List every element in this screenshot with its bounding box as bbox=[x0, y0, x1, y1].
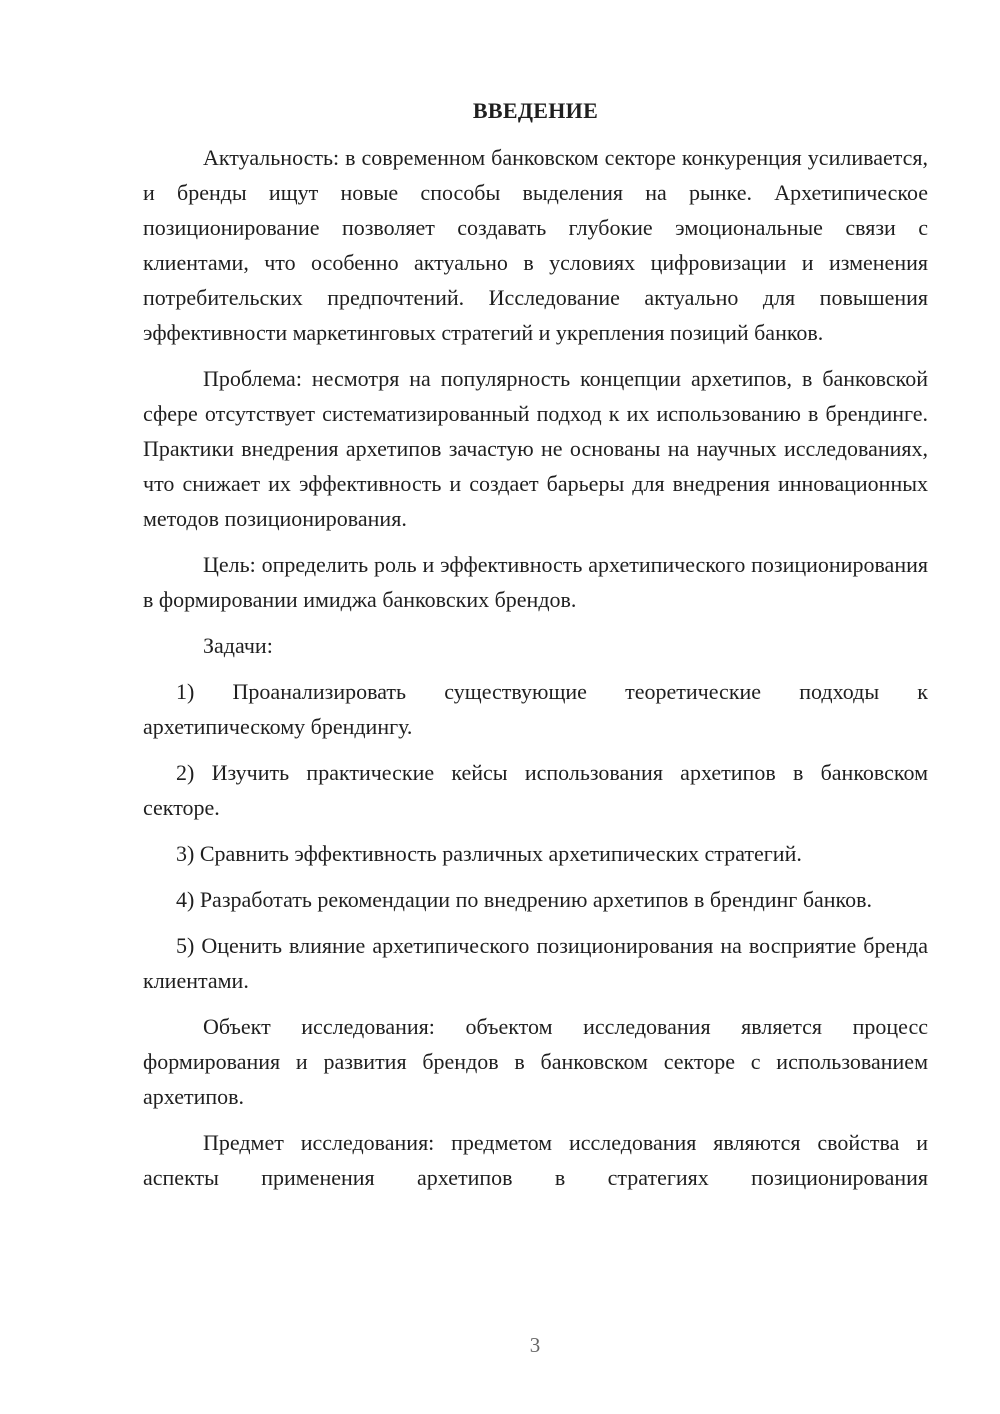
research-subject-paragraph: Предмет исследования: предметом исследования являются свойства и аспекты применения архетипов в стратегиях позиционирования bbox=[143, 1130, 928, 1190]
tasks-heading: Задачи: bbox=[203, 633, 273, 658]
page-number: 3 bbox=[529, 1333, 541, 1357]
problem-paragraph: Проблема: несмотря на популярность концепции архетипов, в банковской сфере отсутствует систематизированный подход к их использованию в брендинге. Практики внедрения архетипов зачастую не основаны на научных исследованиях, что снижает их эффективность и создает барьеры для внедрения инновационных методов позиционирования. bbox=[143, 366, 928, 531]
task-item-4: 4) Разработать рекомендации по внедрению архетипов в брендинг банков. bbox=[176, 887, 873, 912]
research-object-paragraph: Объект исследования: объектом исследования является процесс формирования и развития брендов в банковском секторе с использованием архетипов. bbox=[143, 1014, 928, 1109]
goal-paragraph: Цель: определить роль и эффективность архетипического позиционирования в формировании имиджа банковских брендов. bbox=[143, 552, 928, 612]
task-item-5: 5) Оценить влияние архетипического позиционирования на восприятие бренда клиентами. bbox=[143, 933, 928, 993]
task-item-1: 1) Проанализировать существующие теоретические подходы к архетипическому брендингу. bbox=[143, 679, 928, 739]
task-item-3: 3) Сравнить эффективность различных архетипических стратегий. bbox=[176, 841, 802, 866]
page-content bbox=[143, 96, 928, 1206]
task-item-2: 2) Изучить практические кейсы использования архетипов в банковском секторе. bbox=[143, 760, 928, 820]
section-title: ВВЕДЕНИЕ bbox=[472, 98, 599, 123]
relevance-paragraph: Актуальность: в современном банковском секторе конкуренция усиливается, и бренды ищут новые способы выделения на рынке. Архетипическое позиционирование позволяет создавать глубокие эмоциональные связи с клиентами, что особенно актуально в условиях цифровизации и изменения потребительских предпочтений. Исследование актуально для повышения эффективности маркетинговых стратегий и укрепления позиций банков. bbox=[143, 145, 928, 345]
